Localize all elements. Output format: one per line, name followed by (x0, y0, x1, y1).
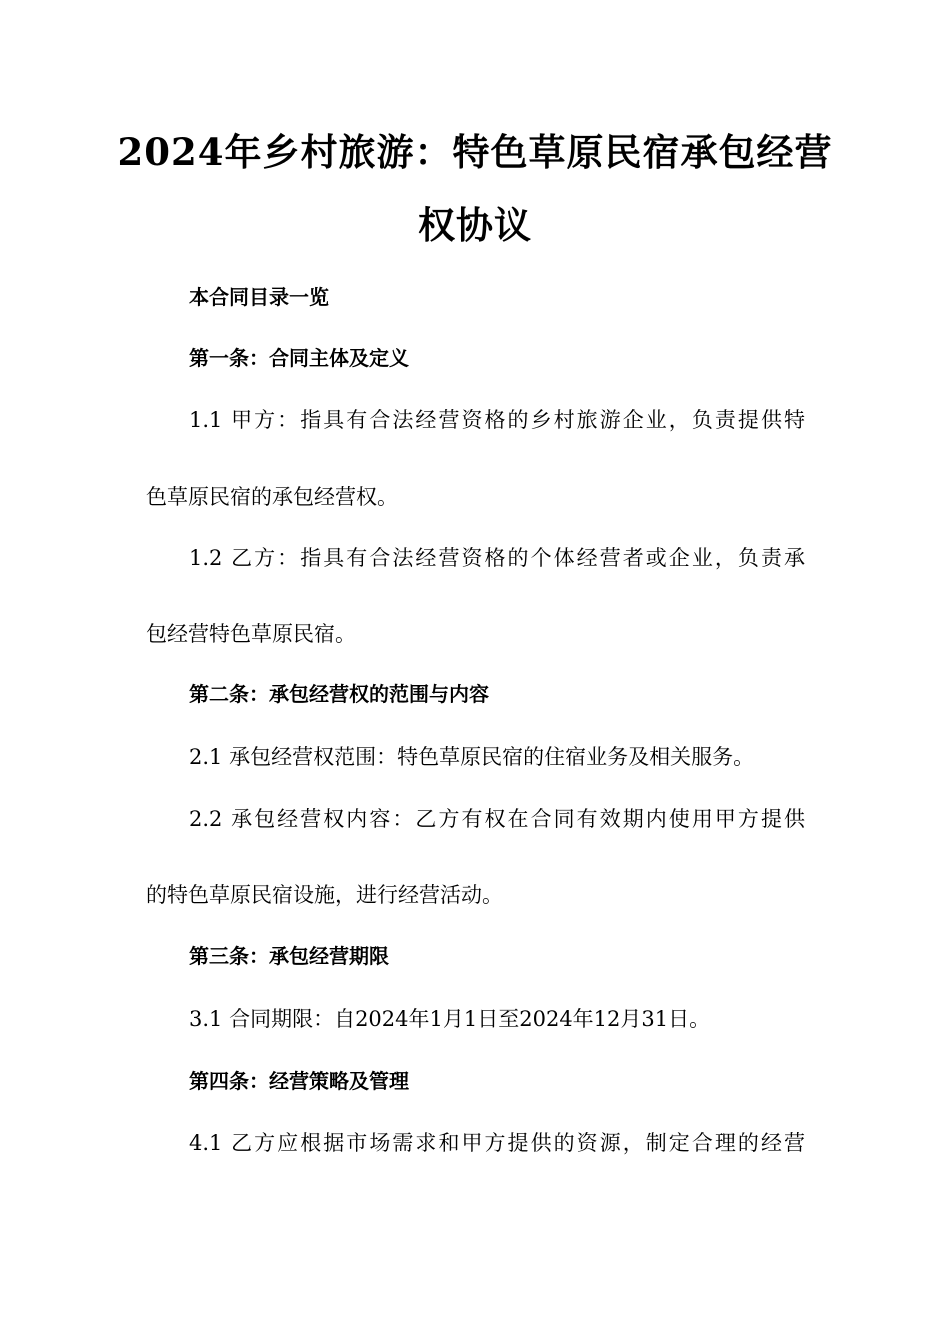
clause-1-1-line-1: 1.1 甲方：指具有合法经营资格的乡村旅游企业，负责提供特 (189, 408, 805, 432)
article-3-heading: 第三条：承包经营期限 (189, 944, 389, 968)
clause-4-1-line-1: 4.1 乙方应根据市场需求和甲方提供的资源，制定合理的经营 (189, 1131, 805, 1155)
document-title-line-2: 权协议 (418, 203, 532, 247)
clause-1-2-line-2: 包经营特色草原民宿。 (146, 622, 356, 646)
clause-3-1: 3.1 合同期限：自2024年1月1日至2024年12月31日。 (189, 1007, 711, 1031)
article-2-heading: 第二条：承包经营权的范围与内容 (189, 682, 489, 706)
article-4-heading: 第四条：经营策略及管理 (189, 1069, 409, 1093)
clause-1-2-line-1: 1.2 乙方：指具有合法经营资格的个体经营者或企业，负责承 (189, 546, 805, 570)
clause-1-1-line-2: 色草原民宿的承包经营权。 (146, 485, 398, 509)
article-1-heading: 第一条：合同主体及定义 (189, 346, 409, 370)
clause-2-2-line-1: 2.2 承包经营权内容：乙方有权在合同有效期内使用甲方提供 (189, 807, 805, 831)
clause-2-1: 2.1 承包经营权范围：特色草原民宿的住宿业务及相关服务。 (189, 745, 755, 769)
toc-heading: 本合同目录一览 (189, 285, 329, 309)
clause-2-2-line-2: 的特色草原民宿设施，进行经营活动。 (146, 883, 503, 907)
document-title-line-1: 2024年乡村旅游：特色草原民宿承包经营 (117, 130, 833, 174)
